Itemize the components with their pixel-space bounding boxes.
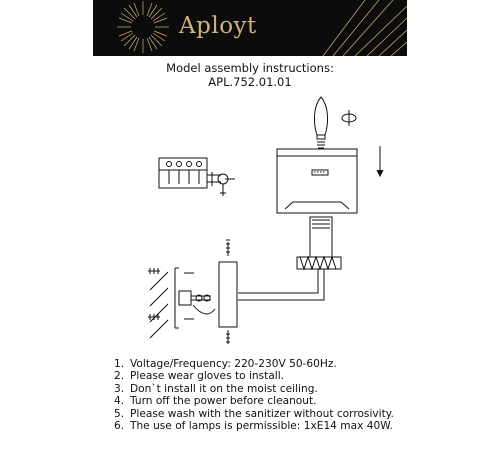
list-item: 1. Voltage/Frequency: 220-230V 50-60Hz. (114, 358, 337, 370)
assembly-drawing (0, 90, 500, 355)
lamp-shade (277, 149, 357, 213)
list-item: 4. Turn off the power before cleanout. (114, 395, 317, 408)
bulb-icon (314, 97, 327, 148)
rotate-arrow-icon (342, 110, 356, 126)
model-number: APL.752.01.01 (208, 75, 292, 89)
title-line-1: Model assembly instructions: (166, 61, 334, 75)
list-item: 5. Please wash with the sanitizer without corrosivity. (114, 407, 394, 420)
brand-banner (93, 0, 407, 56)
list-item: 3. Don`t install it on the moist ceiling. (114, 382, 318, 395)
terminal-block-icon (159, 158, 235, 196)
instructions-list (114, 358, 394, 432)
list-item: 2. Please wear gloves to install. (114, 370, 285, 383)
brand-name: Aployt (179, 13, 257, 39)
list-item: 6. The use of lamps is permissible: 1xE14 max 40W. (114, 420, 393, 433)
